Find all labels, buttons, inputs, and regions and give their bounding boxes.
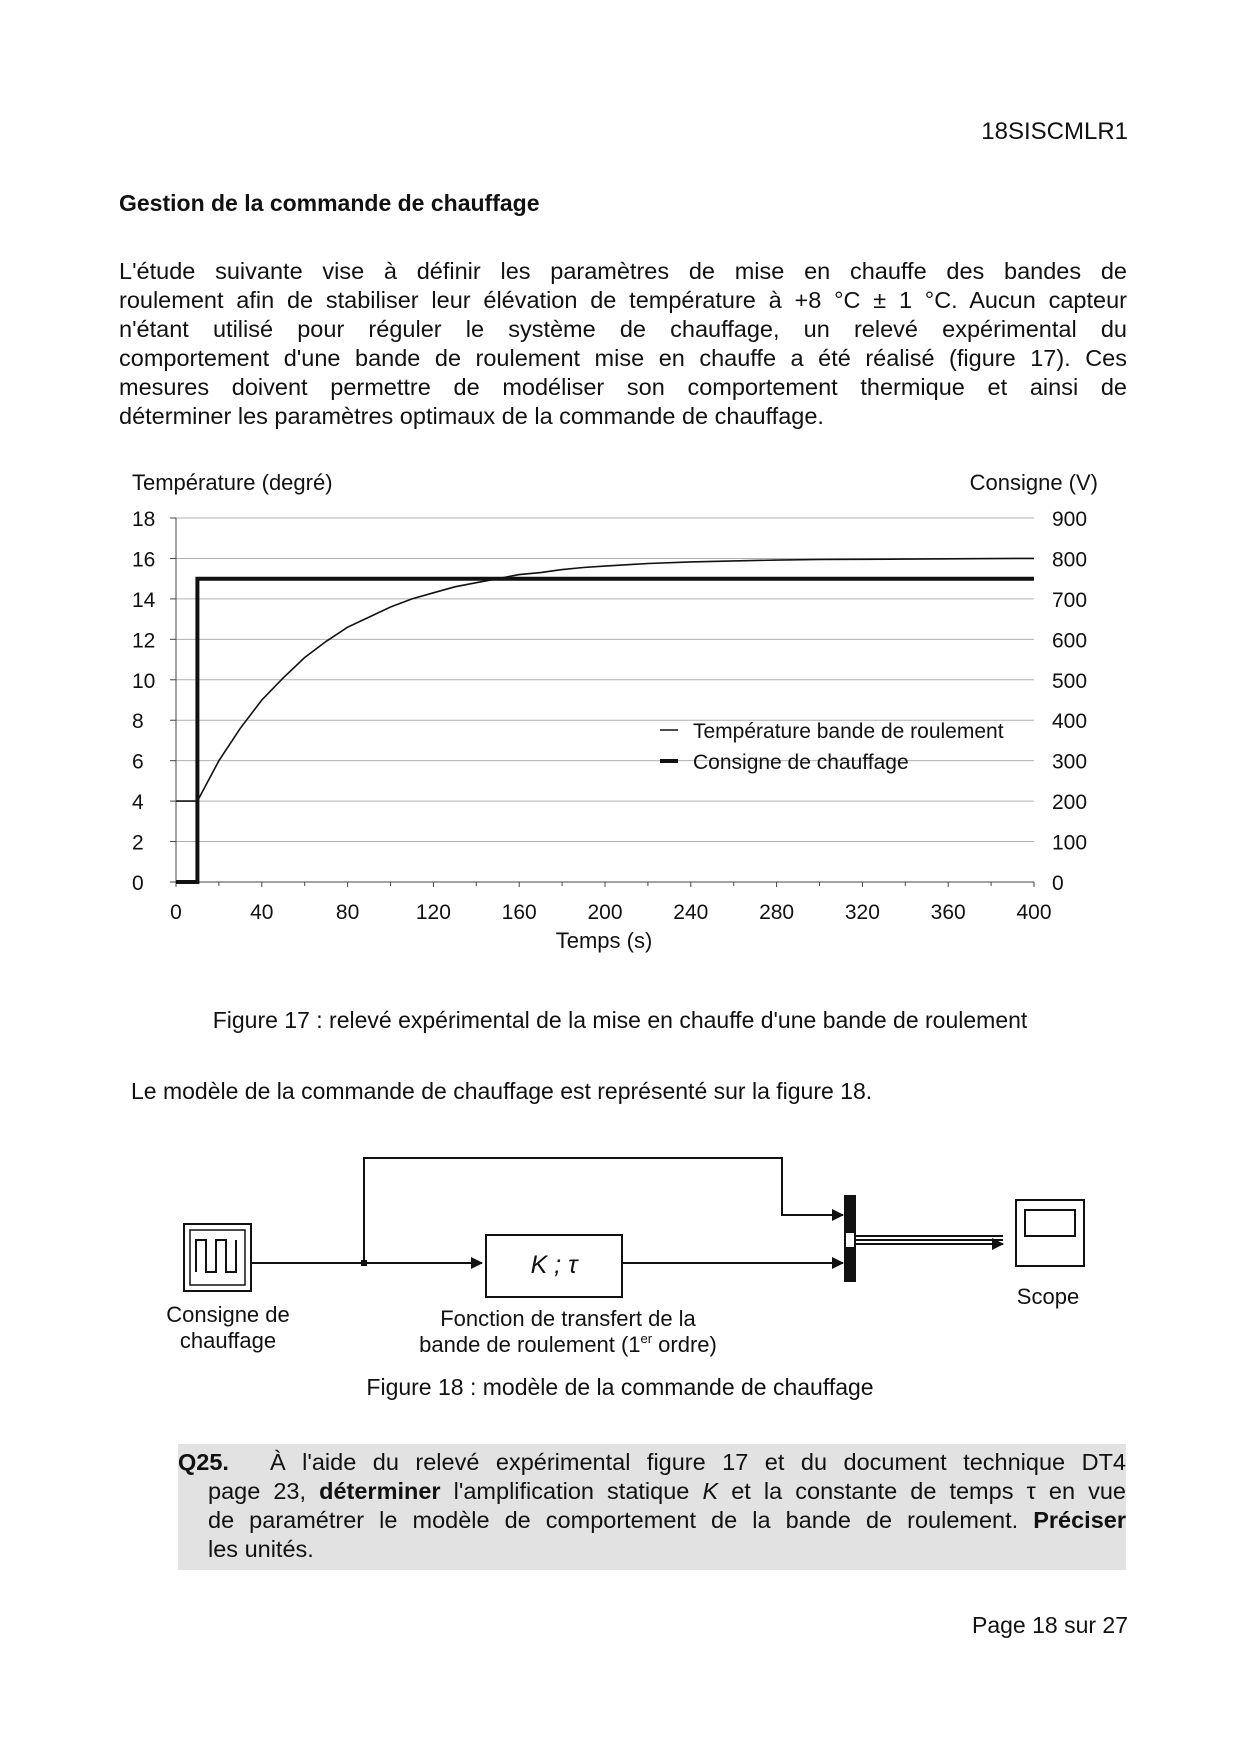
scope-block (1016, 1200, 1084, 1266)
intro-line: comportement d'une bande de roulement mise en chauffe a été réalisé (figure 17). Ces (119, 345, 1127, 371)
y-tick-label: 6 (132, 750, 144, 774)
y-tick-label: 4 (132, 791, 144, 815)
y2-tick-label: 400 (1052, 710, 1088, 734)
y2-tick-label: 900 (1052, 508, 1088, 531)
question-line: Q25. À l'aide du relevé expérimental figure 17 et du document technique DT4 (178, 1449, 1126, 1475)
figure18-diagram (0, 1140, 1240, 1360)
y2-tick-label: 0 (1052, 872, 1064, 895)
intro-line: roulement afin de stabiliser leur élévation de température à +8 °C ± 1 °C. Aucun capteur (119, 287, 1127, 313)
x-axis-label: Temps (s) (555, 928, 653, 953)
legend-label-temperature: Température bande de roulement (693, 720, 1004, 743)
x-tick-label: 80 (335, 901, 360, 924)
chart-legend (660, 720, 1004, 774)
figure18-lead-sentence: Le modèle de la commande de chauffage est représenté sur la figure 18. (131, 1078, 873, 1104)
intro-line: L'étude suivante vise à définir les paramètres de mise en chauffe des bandes de (119, 258, 1127, 284)
x-tick-label: 320 (844, 901, 880, 924)
scope-label: Scope (1016, 1284, 1080, 1309)
question-line: de paramétrer le modèle de comportement de la bande de roulement. Préciser (208, 1507, 1126, 1533)
x-tick-label: 40 (250, 901, 274, 924)
y-tick-label: 14 (132, 588, 156, 612)
source-label-line1: Consigne de (166, 1302, 290, 1327)
figure17-chart (0, 455, 1240, 985)
signal-source-block (184, 1224, 251, 1291)
y-axis-label: Température (degré) (132, 470, 333, 495)
y2-tick-label: 500 (1052, 669, 1088, 693)
y2-tick-label: 700 (1052, 588, 1088, 612)
x-tick-label: 160 (501, 901, 537, 924)
intro-line: mesures doivent permettre de modéliser son comportement thermique et ainsi de (119, 374, 1127, 400)
y-tick-label: 18 (132, 508, 156, 531)
x-tick-label: 360 (930, 901, 966, 924)
scope-screen-icon (1025, 1210, 1075, 1236)
section-title: Gestion de la commande de chauffage (119, 190, 540, 216)
legend-label-consigne: Consigne de chauffage (693, 751, 909, 774)
intro-line: n'étant utilisé pour réguler le système de chauffage, un relevé expérimental du (119, 316, 1127, 342)
y-tick-label: 2 (132, 831, 144, 855)
document-reference: 18SISCMLR1 (981, 118, 1128, 145)
x-tick-label: 200 (587, 901, 623, 924)
y-tick-label: 0 (132, 872, 144, 895)
y2-tick-label: 200 (1052, 791, 1088, 815)
figure18-caption: Figure 18 : modèle de la commande de chauffage (366, 1374, 874, 1400)
x-tick-label: 400 (1016, 901, 1052, 924)
intro-line: déterminer les paramètres optimaux de la commande de chauffage. (119, 403, 824, 429)
chart-axes (176, 518, 1034, 882)
y2-axis-label: Consigne (V) (969, 470, 1098, 495)
y-tick-label: 12 (132, 629, 156, 653)
page-number: Page 18 sur 27 (971, 1612, 1128, 1638)
question-line: les unités. (208, 1536, 314, 1562)
mux-port (846, 1233, 854, 1247)
y2-tick-label: 100 (1052, 831, 1088, 855)
y-tick-label: 10 (132, 669, 156, 693)
figure17-caption: Figure 17 : relevé expérimental de la mise en chauffe d'une bande de roulement (212, 1007, 1028, 1033)
tf-label-line2: bande de roulement (1er ordre) (419, 1331, 717, 1357)
y2-tick-label: 800 (1052, 548, 1088, 572)
x-tick-label: 280 (759, 901, 795, 924)
x-tick-label: 0 (170, 901, 182, 924)
question-number: Q25. (178, 1449, 229, 1475)
y-tick-label: 8 (132, 710, 144, 734)
x-tick-label: 240 (673, 901, 709, 924)
y2-tick-label: 600 (1052, 629, 1088, 653)
x-tick-label: 120 (415, 901, 451, 924)
tf-label-line1: Fonction de transfert de la (440, 1306, 696, 1331)
transfer-function-label: K ; τ (530, 1251, 578, 1279)
chart-ticks (132, 508, 1087, 924)
y-tick-label: 16 (132, 548, 156, 572)
y2-tick-label: 300 (1052, 750, 1088, 774)
intro-paragraph (119, 257, 1127, 431)
question-line: page 23, déterminer l'amplification statique K et la constante de temps τ en vue (208, 1478, 1126, 1504)
question-box (178, 1444, 1126, 1570)
source-label-line2: chauffage (179, 1328, 277, 1353)
